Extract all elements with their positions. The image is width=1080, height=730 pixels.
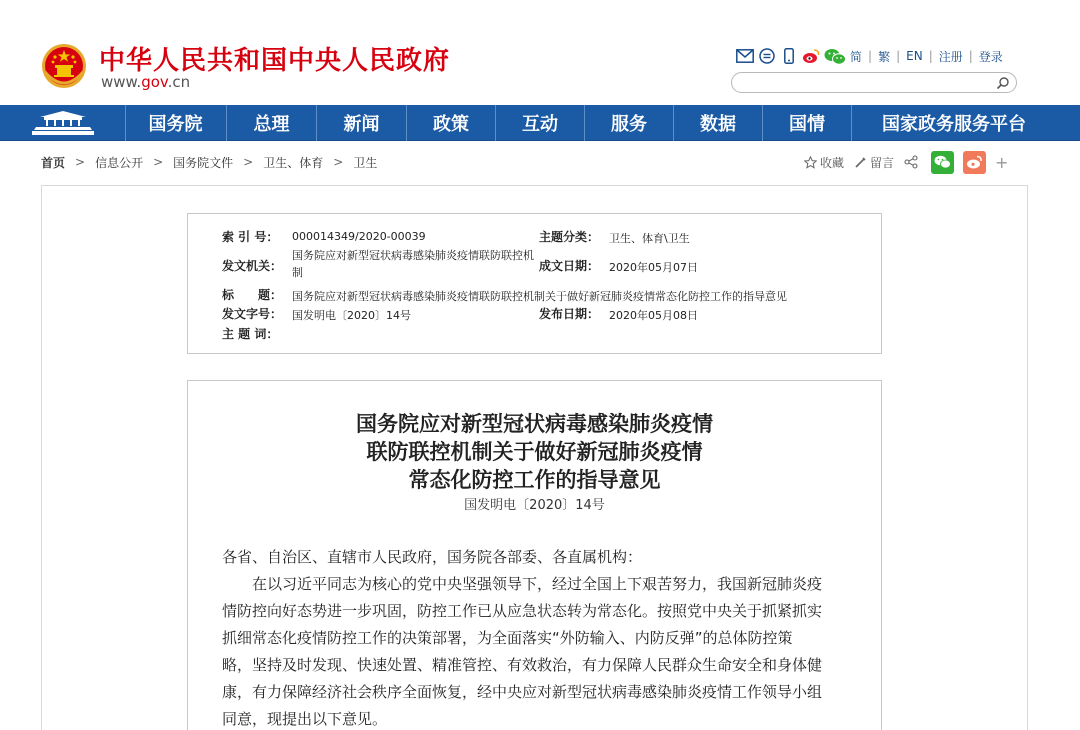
meta-title-value: 国务院应对新型冠状病毒感染肺炎疫情联防联控机制关于做好新冠肺炎疫情常态化防控工作的指导意见 (292, 290, 787, 303)
top-tools (736, 46, 1003, 66)
separator: | (868, 49, 873, 63)
share-wechat-icon[interactable] (931, 151, 954, 174)
doc-title-line-2: 联防联控机制关于做好新冠肺炎疫情 (366, 439, 703, 464)
weibo-icon[interactable] (802, 47, 820, 65)
doc-title-line-1: 国务院应对新型冠状病毒感染肺炎疫情 (356, 411, 713, 436)
doc-number: 国发明电〔2020〕14号 (464, 498, 605, 513)
meta-docno-value: 国发明电〔2020〕14号 (292, 309, 411, 322)
mail-icon[interactable] (736, 47, 754, 65)
message-label: 留言 (870, 155, 895, 170)
nav-item-data[interactable]: 数据 (700, 114, 736, 135)
search-input[interactable] (742, 74, 982, 91)
meta-written-value: 2020年05月07日 (609, 261, 698, 274)
meta-category-value: 卫生、体育\卫生 (609, 232, 690, 245)
meta-index-value: 000014349/2020-00039 (292, 230, 426, 243)
tiananmen-icon (32, 110, 94, 136)
favorite-button[interactable] (804, 154, 844, 171)
share-icon (904, 155, 918, 169)
doc-body-line-4: 抓细常态化疫情防控工作的决策部署，为全面落实“外防输入、内防反弹”的总体防控策 (222, 629, 793, 647)
separator: | (928, 49, 933, 63)
meta-keywords-label: 主 题 词： (222, 327, 279, 341)
message-button[interactable] (854, 154, 894, 171)
nav-item-national-info[interactable]: 国情 (789, 114, 825, 135)
site-url[interactable] (101, 73, 190, 91)
nav-item-premier[interactable]: 总理 (253, 114, 290, 135)
nav-home[interactable] (0, 105, 125, 141)
separator: | (896, 49, 901, 63)
breadcrumb-health-sports[interactable]: 卫生、体育 (263, 155, 324, 170)
doc-body-line-1: 各省、自治区、直辖市人民政府，国务院各部委、各直属机构： (222, 548, 643, 566)
site-url-gov: gov (141, 73, 168, 91)
chevron-right-icon: > (333, 155, 344, 169)
nav-item-service-platform[interactable]: 国家政务服务平台 (882, 114, 1026, 135)
share-weibo-icon[interactable] (963, 151, 986, 174)
breadcrumb (41, 154, 377, 170)
chevron-right-icon: > (243, 155, 254, 169)
breadcrumb-state-council-docs[interactable]: 国务院文件 (173, 155, 234, 170)
national-emblem-icon[interactable] (41, 42, 87, 90)
nav-item-policy[interactable]: 政策 (433, 114, 469, 135)
meta-index-label: 索 引 号： (222, 230, 279, 244)
doc-body-line-3: 情防控向好态势进一步巩固，防控工作已从应急状态转为常态化。按照党中央关于抓紧抓实 (222, 602, 823, 620)
register-link[interactable]: 注册 (938, 49, 963, 64)
favorite-label: 收藏 (820, 155, 845, 170)
chevron-right-icon: > (75, 155, 86, 169)
pencil-icon (854, 156, 867, 169)
breadcrumb-home[interactable]: 首页 (41, 155, 66, 170)
meta-publish-label: 发布日期： (539, 307, 600, 321)
doc-body-line-5: 略，坚持及时发现、快速处置、精准管控、有效救治，有力保障人民群众生命安全和身体健 (222, 656, 823, 674)
site-header (0, 0, 1080, 105)
lang-traditional-link[interactable]: 繁 (878, 49, 891, 64)
meta-docno-label: 发文字号： (222, 307, 283, 321)
chat-icon[interactable] (758, 47, 776, 65)
doc-body-line-2: 在以习近平同志为核心的党中央坚强领导下，经过全国上下艰苦努力，我国新冠肺炎疫 (222, 575, 823, 593)
share-button[interactable] (904, 155, 921, 169)
main-nav (0, 105, 1080, 141)
nav-item-services[interactable]: 服务 (611, 114, 647, 135)
lang-english-link[interactable]: EN (906, 49, 923, 63)
meta-category-label: 主题分类： (539, 230, 600, 244)
breadcrumb-health[interactable]: 卫生 (353, 155, 378, 170)
site-url-suffix: .cn (167, 73, 191, 91)
meta-title-label: 标 题： (222, 288, 283, 302)
breadcrumb-info-disclosure[interactable]: 信息公开 (95, 155, 144, 170)
meta-publish-value: 2020年05月08日 (609, 309, 698, 322)
doc-body-line-7: 同意，现提出以下意见。 (222, 710, 388, 728)
lang-simplified-link[interactable]: 简 (850, 49, 863, 64)
site-title[interactable]: 中华人民共和国中央人民政府 (99, 46, 451, 76)
search-box (731, 72, 1017, 93)
share-bar (804, 150, 1008, 174)
site-url-prefix: www. (101, 73, 142, 91)
mobile-icon[interactable] (780, 47, 798, 65)
doc-body-line-6: 康，有力保障经济社会秩序全面恢复，经中央应对新型冠状病毒感染肺炎疫情工作领导小组 (222, 683, 823, 701)
star-icon (804, 156, 817, 169)
meta-issuer-label: 发文机关： (222, 259, 283, 273)
separator: | (968, 49, 973, 63)
search-icon[interactable] (996, 76, 1010, 90)
wechat-icon[interactable] (824, 47, 846, 65)
more-share-icon[interactable]: + (995, 152, 1009, 172)
meta-issuer-value: 国务院应对新型冠状病毒感染肺炎疫情联防联控机制 (292, 249, 534, 279)
meta-written-label: 成文日期： (539, 259, 600, 273)
chevron-right-icon: > (153, 155, 164, 169)
nav-item-interaction[interactable]: 互动 (522, 114, 558, 135)
doc-title-line-3: 常态化防控工作的指导意见 (408, 467, 661, 492)
login-link[interactable]: 登录 (978, 49, 1003, 64)
nav-item-state-council[interactable]: 国务院 (148, 114, 203, 135)
nav-item-news[interactable]: 新闻 (343, 114, 380, 135)
